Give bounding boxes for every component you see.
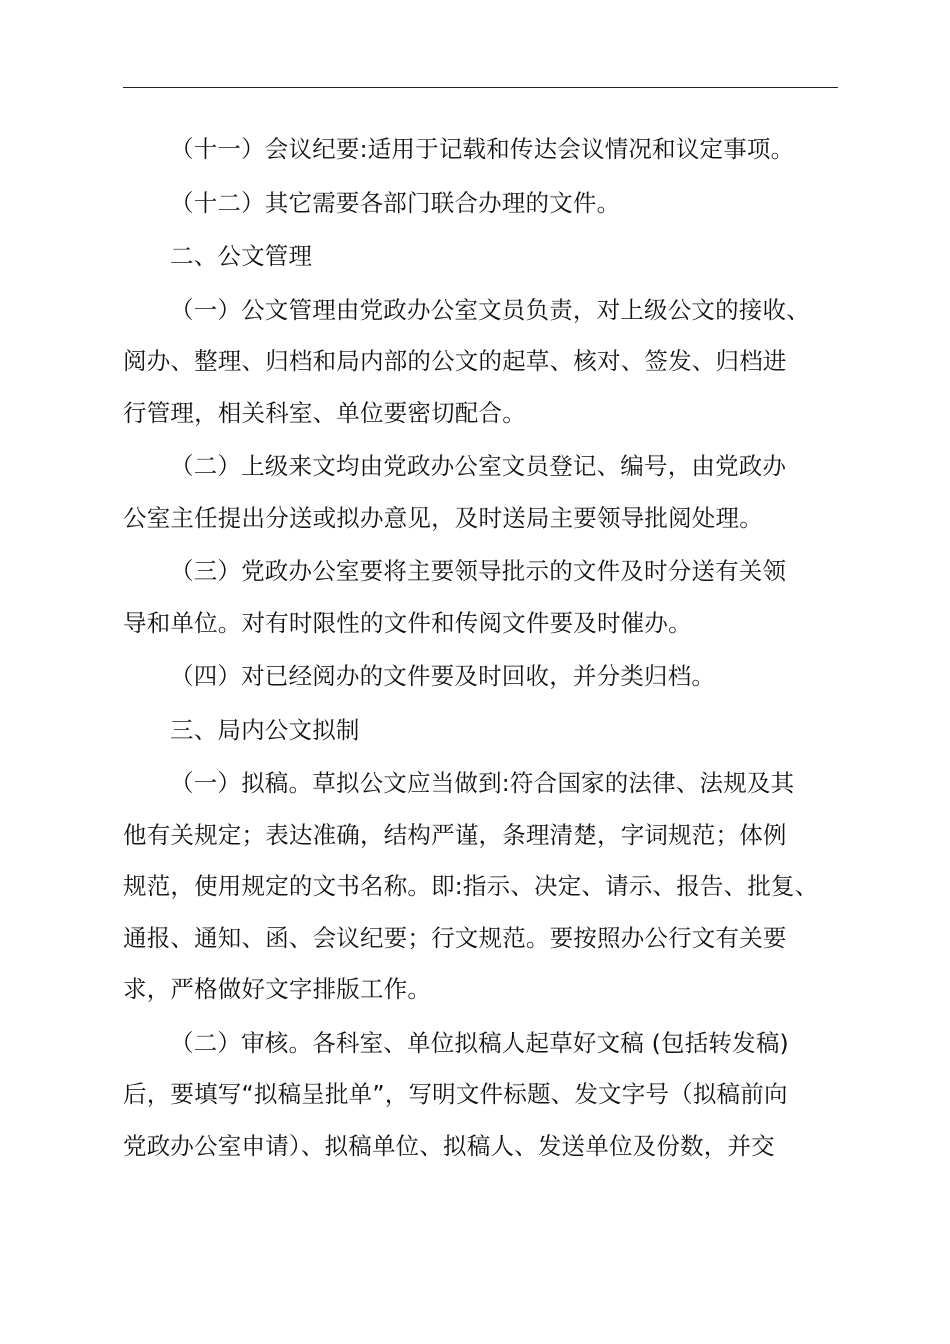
text-line: （一）公文管理由党政办公室文员负责，对上级公文的接收、: [170, 295, 810, 324]
paragraph-review: [123, 1018, 839, 1173]
paragraph-incoming-registration: [123, 441, 839, 544]
text-line: 求，严格做好文字排版工作。: [123, 975, 432, 1003]
text-line: 三、局内公文拟制: [170, 715, 360, 744]
header-rule: [123, 87, 838, 88]
text-line: 导和单位。对有时限性的文件和传阅文件要及时催办。: [123, 608, 692, 637]
text-line: （三）党政办公室要将主要领导批示的文件及时分送有关领: [170, 557, 787, 585]
text-line: 行管理，相关科室、单位要密切配合。: [123, 398, 526, 427]
paragraph-meeting-minutes: [123, 124, 839, 176]
paragraph-distribution: [123, 546, 839, 649]
section-heading-internal-drafting: [123, 705, 839, 757]
text-line: （十二）其它需要各部门联合办理的文件。: [170, 188, 621, 217]
text-line: （十一）会议纪要:适用于记载和传达会议情况和议定事项。: [170, 135, 795, 163]
text-line: 阅办、整理、归档和局内部的公文的起草、核对、签发、归档进: [123, 347, 787, 375]
text-line: （二）审核。各科室、单位拟稿人起草好文稿 (包括转发稿): [170, 1028, 789, 1057]
text-line: （二）上级来文均由党政办公室文员登记、编号，由党政办: [170, 452, 787, 480]
text-line: 通报、通知、函、会议纪要；行文规范。要按照办公行文有关要: [123, 923, 787, 952]
text-line: 二、公文管理: [170, 242, 313, 270]
document-body: [123, 124, 839, 1174]
text-line: 规范，使用规定的文书名称。即:指示、决定、请示、报告、批复、: [123, 872, 819, 900]
paragraph-drafting: [123, 758, 839, 1016]
text-line: 他有关规定；表达准确，结构严谨，条理清楚，字词规范；体例: [123, 820, 787, 849]
text-line: （一）拟稿。草拟公文应当做到:符合国家的法律、法规及其: [170, 769, 795, 797]
section-heading-document-management: [123, 231, 839, 283]
text-line: 公室主任提出分送或拟办意见，及时送局主要领导批阅处理。: [123, 503, 763, 532]
text-line: 后，要填写“拟稿呈批单”，写明文件标题、发文字号（拟稿前向: [123, 1080, 788, 1108]
paragraph-recall-archive: [123, 651, 839, 703]
text-line: 党政办公室申请）、拟稿单位、拟稿人、发送单位及份数，并交: [123, 1131, 775, 1160]
paragraph-management-responsibility: [123, 285, 839, 440]
paragraph-other-joint-files: [123, 178, 839, 230]
text-line: （四）对已经阅办的文件要及时回收，并分类归档。: [170, 662, 716, 690]
